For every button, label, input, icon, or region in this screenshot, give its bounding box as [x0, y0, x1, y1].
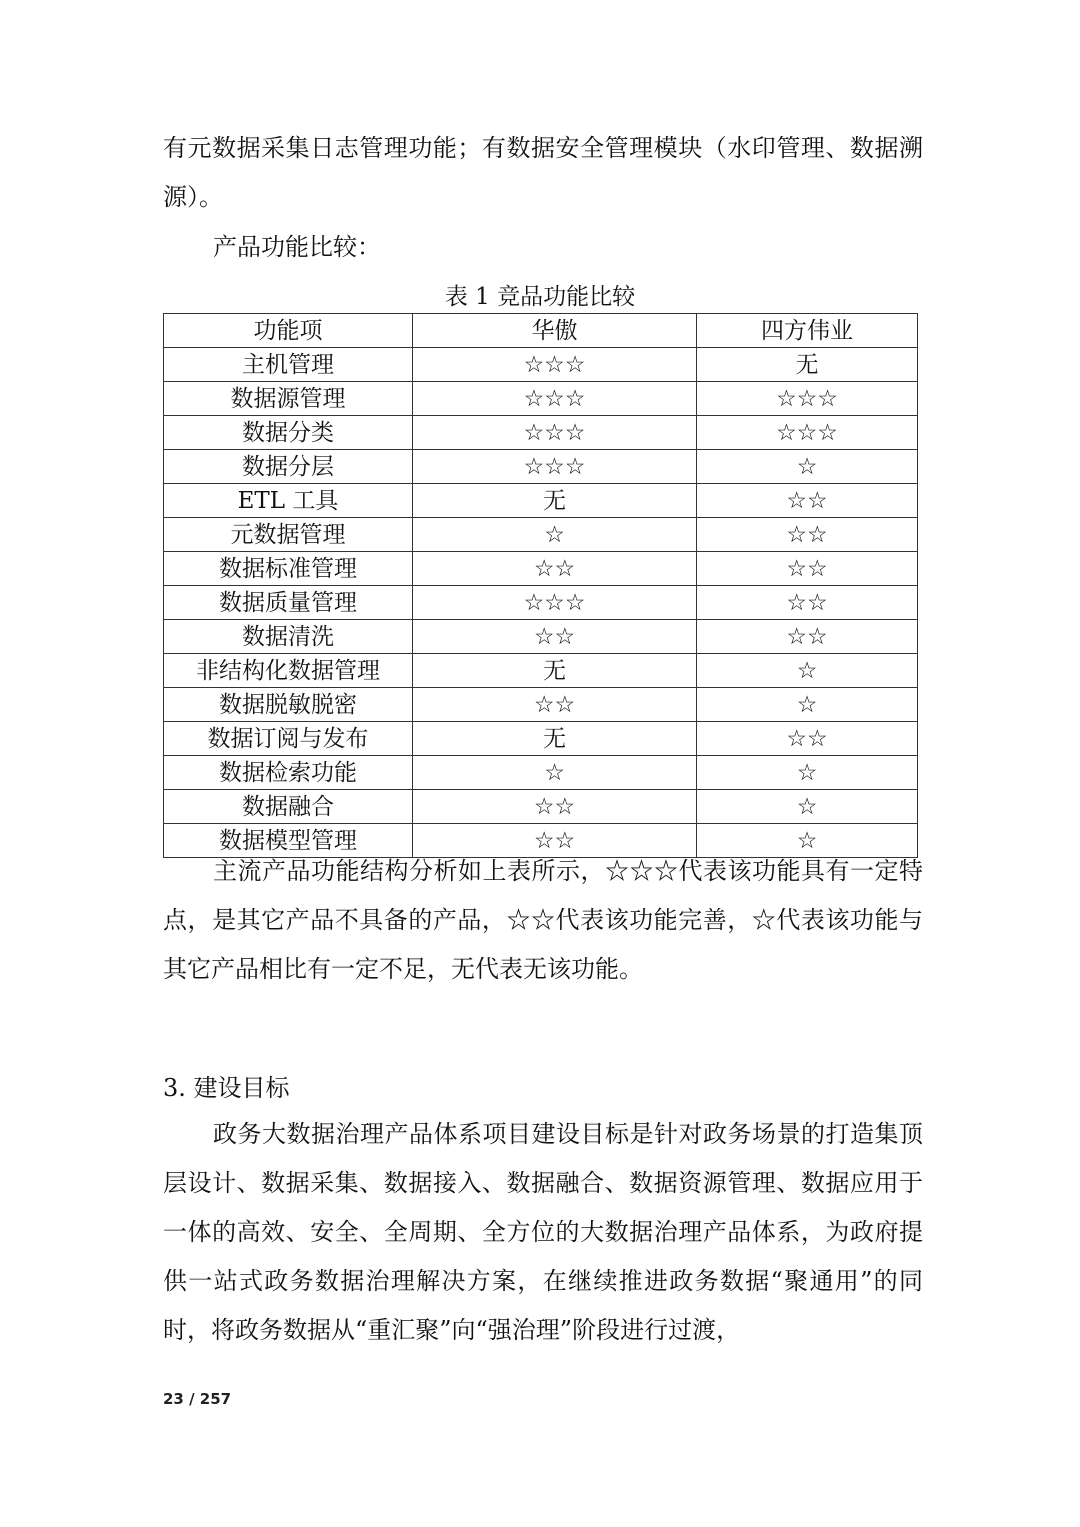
table-row: [164, 382, 918, 416]
huaao-rating: ☆☆☆: [413, 348, 697, 382]
huaao-rating: ☆☆: [413, 688, 697, 722]
feature-cell: 非结构化数据管理: [164, 654, 413, 688]
huaao-rating: 无: [413, 722, 697, 756]
feature-cell: 数据分类: [164, 416, 413, 450]
header-sifang: 四方伟业: [697, 314, 918, 348]
comparison-table: [163, 313, 918, 858]
sifang-rating: ☆☆: [697, 518, 918, 552]
table-row: [164, 654, 918, 688]
huaao-rating: ☆☆☆: [413, 416, 697, 450]
feature-cell: 主机管理: [164, 348, 413, 382]
feature-cell: 数据订阅与发布: [164, 722, 413, 756]
sifang-rating: ☆☆☆: [697, 416, 918, 450]
feature-cell: 数据标准管理: [164, 552, 413, 586]
table-row: [164, 416, 918, 450]
huaao-rating: ☆☆☆: [413, 382, 697, 416]
analysis-paragraph: 主流产品功能结构分析如上表所示，☆☆☆代表该功能具有一定特点，是其它产品不具备的产品，☆☆代表该功能完善，☆代表该功能与其它产品相比有一定不足，无代表无该功能。: [163, 857, 923, 983]
table-row: [164, 722, 918, 756]
sifang-rating: ☆☆☆: [697, 382, 918, 416]
sifang-rating: ☆: [697, 824, 918, 858]
feature-cell: 数据源管理: [164, 382, 413, 416]
header-huaao: 华傲: [413, 314, 697, 348]
top-paragraph: 有元数据采集日志管理功能；有数据安全管理模块（水印管理、数据溯源）。: [163, 134, 923, 211]
huaao-rating: ☆☆: [413, 790, 697, 824]
huaao-rating: ☆☆: [413, 552, 697, 586]
sifang-rating: 无: [697, 348, 918, 382]
huaao-rating: ☆☆: [413, 620, 697, 654]
table-row: [164, 552, 918, 586]
sifang-rating: ☆: [697, 450, 918, 484]
feature-cell: 数据融合: [164, 790, 413, 824]
table-caption: 表 1 竞品功能比较: [444, 284, 636, 310]
huaao-rating: 无: [413, 484, 697, 518]
huaao-rating: ☆☆☆: [413, 450, 697, 484]
sifang-rating: ☆: [697, 756, 918, 790]
table-row: [164, 348, 918, 382]
table-row: [164, 484, 918, 518]
huaao-rating: ☆: [413, 756, 697, 790]
feature-cell: 数据模型管理: [164, 824, 413, 858]
sifang-rating: ☆: [697, 688, 918, 722]
huaao-rating: ☆: [413, 518, 697, 552]
page-number: 23 / 257: [163, 1390, 232, 1408]
table-row: [164, 756, 918, 790]
intro-label: 产品功能比较：: [213, 233, 381, 261]
feature-cell: 数据检索功能: [164, 756, 413, 790]
section-heading: 3. 建设目标: [163, 1074, 290, 1102]
sifang-rating: ☆☆: [697, 620, 918, 654]
huaao-rating: 无: [413, 654, 697, 688]
table-row: [164, 450, 918, 484]
header-feature: 功能项: [164, 314, 413, 348]
sifang-rating: ☆☆: [697, 552, 918, 586]
sifang-rating: ☆: [697, 654, 918, 688]
table-row: [164, 620, 918, 654]
feature-cell: 数据分层: [164, 450, 413, 484]
goal-paragraph: 政务大数据治理产品体系项目建设目标是针对政务场景的打造集顶层设计、数据采集、数据接入、数据融合、数据资源管理、数据应用于一体的高效、安全、全周期、全方位的大数据治理产品体系，为政府提供一站式政务数据治理解决方案，在继续推进政务数据“聚通用”的同时，将政务数据从“重汇聚”向“强治理”阶段进行过渡，: [163, 1120, 923, 1344]
table-row: [164, 790, 918, 824]
sifang-rating: ☆☆: [697, 586, 918, 620]
feature-cell: 数据清洗: [164, 620, 413, 654]
sifang-rating: ☆: [697, 790, 918, 824]
sifang-rating: ☆☆: [697, 484, 918, 518]
huaao-rating: ☆☆☆: [413, 586, 697, 620]
sifang-rating: ☆☆: [697, 722, 918, 756]
table-row: [164, 688, 918, 722]
feature-cell: 元数据管理: [164, 518, 413, 552]
table-row: [164, 586, 918, 620]
feature-cell: ETL 工具: [164, 484, 413, 518]
table-row: [164, 518, 918, 552]
feature-cell: 数据脱敏脱密: [164, 688, 413, 722]
feature-cell: 数据质量管理: [164, 586, 413, 620]
table-header-row: [164, 314, 918, 348]
huaao-rating: ☆☆: [413, 824, 697, 858]
